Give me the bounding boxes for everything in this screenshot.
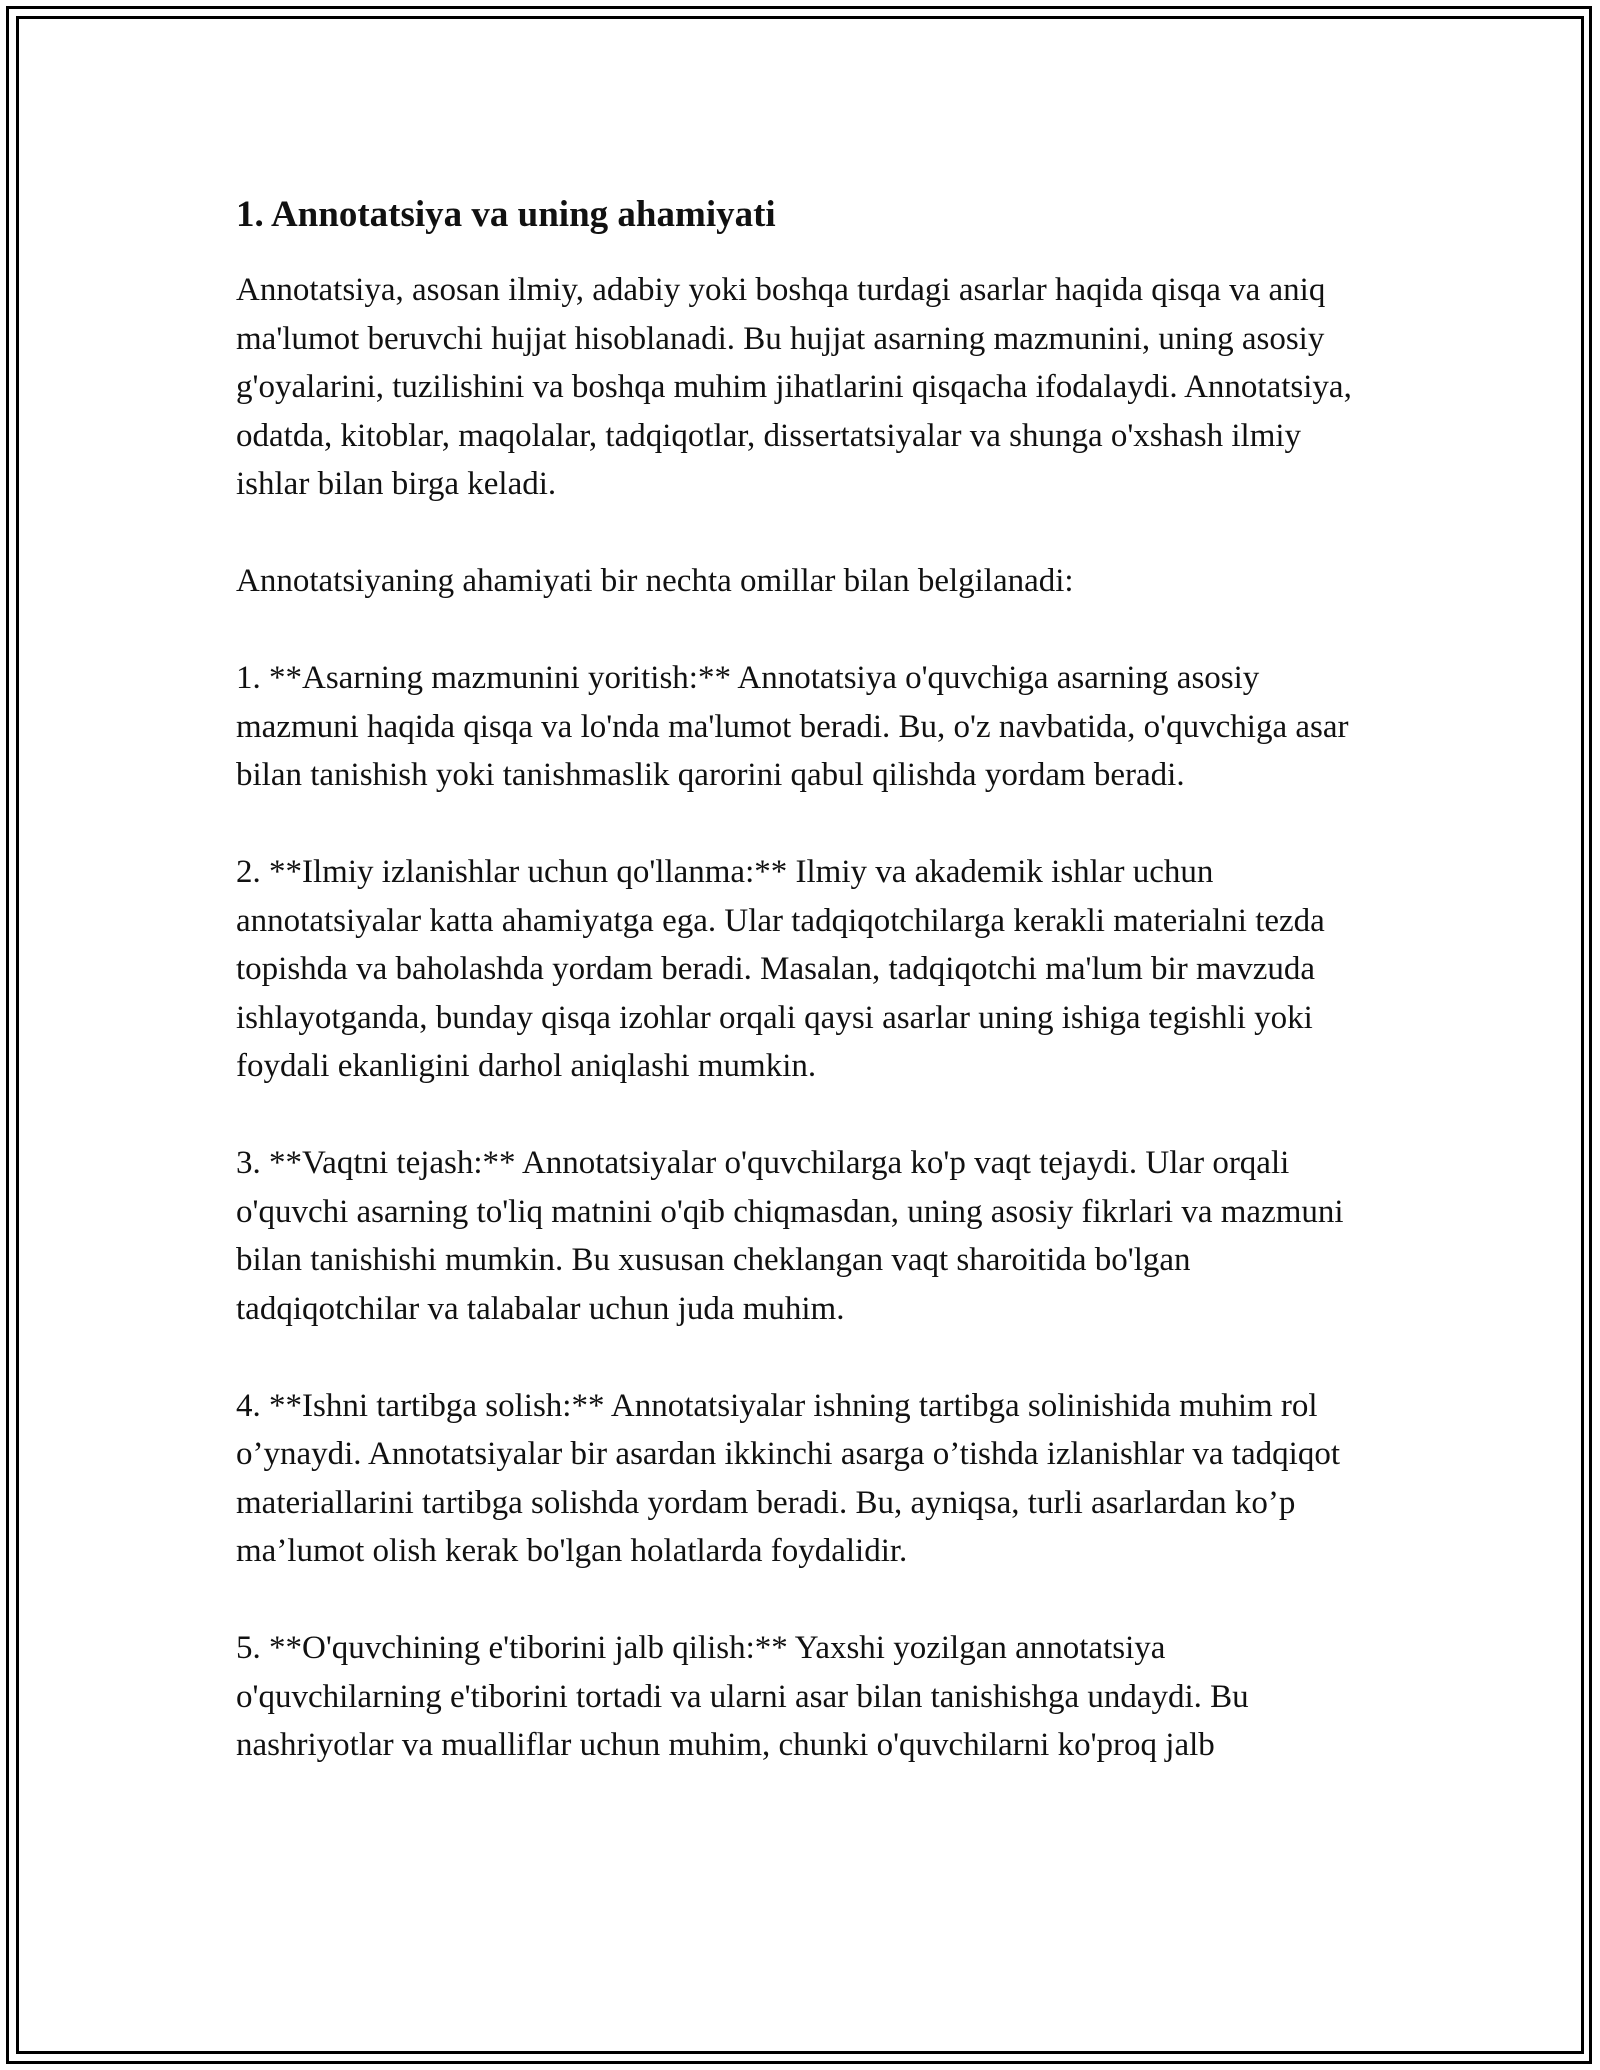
list-item-5: 5. **O'quvchining e'tiborini jalb qilish:** Yaxshi yozilgan annotatsiya o'quvchilarning e'tiborini tortadi va ularni asar bilan tanishishga undaydi. Bu nashriyotlar va mualliflar uchun muhim, chunki o'quvchilarni ko'proq jalb — [236, 1630, 1249, 1763]
list-item-4: 4. **Ishni tartibga solish:** Annotatsiyalar ishning tartibga solinishida muhim rol o’ynaydi. Annotatsiyalar bir asardan ikkinchi asarga o’tishda izlanishlar va tadqiqot materiallarini tartibga solishda yordam beradi. Bu, ayniqsa, turli asarlardan ko’p ma’lumot olish kerak bo'lgan holatlarda foydalidir. — [236, 1387, 1340, 1569]
list-item-2: 2. **Ilmiy izlanishlar uchun qo'llanma:** Ilmiy va akademik ishlar uchun annotatsiyalar katta ahamiyatga ega. Ular tadqiqotchilarga kerakli materialni tezda topishda va baholashda yordam beradi. Masalan, tadqiqotchi ma'lum bir mavzuda ishlayotganda, bunday qisqa izohlar orqali qaysi asarlar uning ishiga tegishli yoki foydali ekanligini darhol aniqlashi mumkin. — [236, 854, 1325, 1084]
paragraph-intro-list: Annotatsiyaning ahamiyati bir nechta omillar bilan belgilanadi: — [236, 563, 1074, 599]
list-item-3: 3. **Vaqtni tejash:** Annotatsiyalar o'quvchilarga ko'p vaqt tejaydi. Ular orqali o'quvchi asarning to'liq matnini o'qib chiqmasdan, uning asosiy fikrlari va mazmuni bilan tanishishi mumkin. Bu xususan cheklangan vaqt sharoitida bo'lgan tadqiqotchilar va talabalar uchun juda muhim. — [236, 1145, 1344, 1327]
document-body — [236, 186, 1366, 1770]
paragraph-definition: Annotatsiya, asosan ilmiy, adabiy yoki boshqa turdagi asarlar haqida qisqa va aniq ma'lumot beruvchi hujjat hisoblanadi. Bu hujjat asarning mazmunini, uning asosiy g'oyalarini, tuzilishini va boshqa muhim jihatlarini qisqacha ifodalaydi. Annotatsiya, odatda, kitoblar, maqolalar, tadqiqotlar, dissertatsiyalar va shunga o'xshash ilmiy ishlar bilan birga keladi. — [236, 272, 1352, 502]
section-heading: 1. Annotatsiya va uning ahamiyati — [236, 194, 776, 235]
list-item-1: 1. **Asarning mazmunini yoritish:** Annotatsiya o'quvchiga asarning asosiy mazmuni haqida qisqa va lo'nda ma'lumot beradi. Bu, o'z navbatida, o'quvchiga asar bilan tanishish yoki tanishmaslik qarorini qabul qilishda yordam beradi. — [236, 660, 1349, 793]
